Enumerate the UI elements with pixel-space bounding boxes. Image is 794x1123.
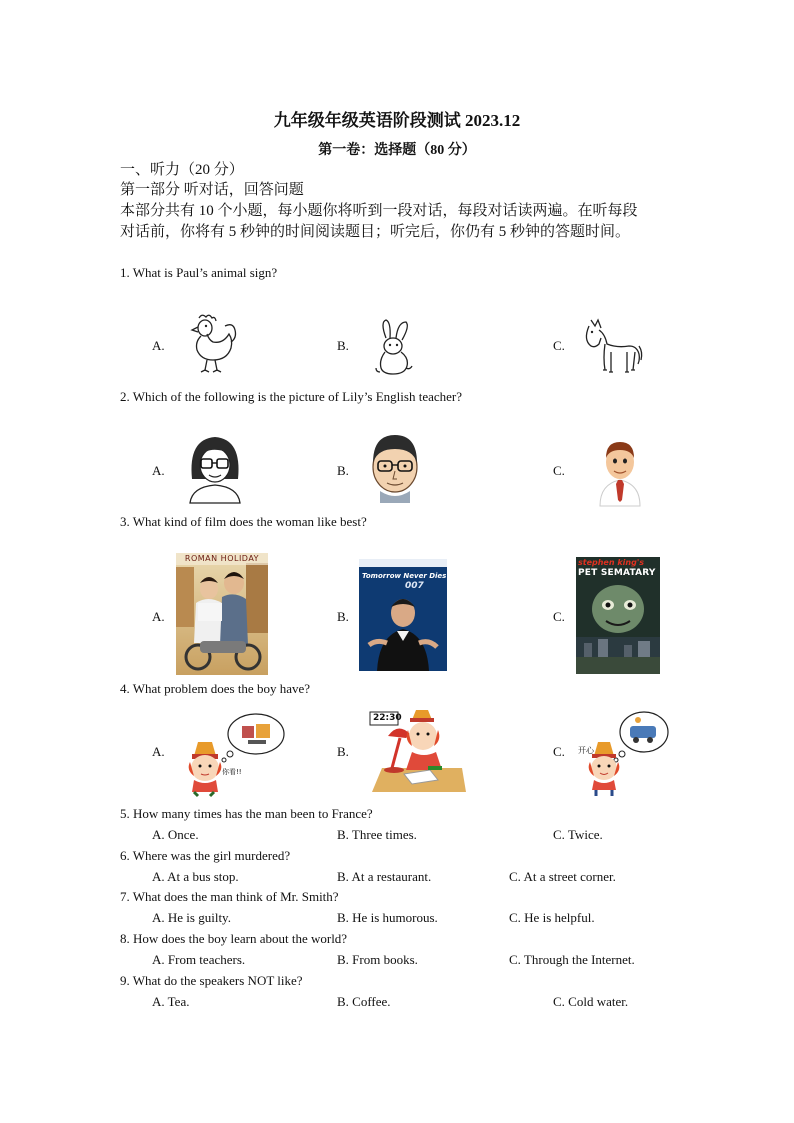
option-label[interactable]: B. <box>337 609 349 624</box>
question-stem: 7. What does the man think of Mr. Smith? <box>120 889 339 904</box>
man-tie-picture <box>596 440 644 506</box>
option-b[interactable]: B. Three times. <box>337 827 417 842</box>
rabbit-picture <box>372 318 416 378</box>
option-label[interactable]: B. <box>337 463 349 478</box>
section-heading: 一、听力（20 分） <box>120 162 244 178</box>
option-b[interactable]: B. Coffee. <box>337 994 391 1009</box>
option-a[interactable]: A. He is guilty. <box>152 910 231 925</box>
option-label[interactable]: C. <box>553 463 565 478</box>
option-label[interactable]: A. <box>152 609 165 624</box>
question-stem: 2. Which of the following is the picture of Lily’s English teacher? <box>120 389 463 404</box>
picture-caption: 你看!! <box>222 768 242 776</box>
option-label[interactable]: B. <box>337 744 349 759</box>
option-label[interactable]: B. <box>337 338 349 353</box>
rooster-picture <box>185 312 240 378</box>
question-stem: 9. What do the speakers NOT like? <box>120 973 303 988</box>
question-stem: 1. What is Paul’s animal sign? <box>120 265 278 280</box>
picture-caption: 开心 <box>578 746 594 755</box>
poster-subtitle: 007 <box>405 581 424 591</box>
question-stem: 3. What kind of film does the woman like best? <box>120 514 367 529</box>
instructions-line-1: 本部分共有 10 个小题，每小题你将听到一段对话，每段对话读两遍。在听每段 <box>120 203 638 219</box>
poster-title: Tomorrow Never Dies <box>362 572 447 580</box>
tomorrow-never-dies-poster <box>359 559 447 671</box>
pet-sematary-poster <box>576 557 660 674</box>
poster-title: ROMAN HOLIDAY <box>184 554 260 563</box>
option-b[interactable]: B. He is humorous. <box>337 910 438 925</box>
instructions-line-2: 对话前，你将有 5 秒钟的时间阅读题目；听完后，你仍有 5 秒钟的答题时间。 <box>120 224 631 240</box>
question-stem: 6. Where was the girl murdered? <box>120 848 291 863</box>
page-subtitle: 第一卷：选择题（80 分） <box>318 143 476 158</box>
option-c[interactable]: C. He is helpful. <box>509 910 595 925</box>
boy-dreaming-picture <box>588 706 670 796</box>
part-heading: 第一部分 听对话，回答问题 <box>120 182 304 198</box>
option-a[interactable]: A. At a bus stop. <box>152 869 239 884</box>
question-stem: 8. How does the boy learn about the world? <box>120 931 348 946</box>
question-stem: 4. What problem does the boy have? <box>120 681 311 696</box>
option-label[interactable]: A. <box>152 338 165 353</box>
option-b[interactable]: B. From books. <box>337 952 418 967</box>
woman-glasses-picture <box>186 435 244 503</box>
option-label[interactable]: C. <box>553 338 565 353</box>
option-label[interactable]: A. <box>152 744 165 759</box>
option-c[interactable]: C. At a street corner. <box>509 869 616 884</box>
option-a[interactable]: A. From teachers. <box>152 952 246 967</box>
man-glasses-picture <box>366 433 424 503</box>
option-a[interactable]: A. Once. <box>152 827 199 842</box>
poster-author: stephen king's <box>578 558 645 567</box>
option-a[interactable]: A. Tea. <box>152 994 190 1009</box>
poster-title: PET SEMATARY <box>578 568 656 578</box>
page-title: 九年级年级英语阶段测试 2023.12 <box>273 111 521 130</box>
option-c[interactable]: C. Cold water. <box>553 994 629 1009</box>
option-c[interactable]: C. Through the Internet. <box>509 952 635 967</box>
boy-thinking-picture <box>180 708 290 796</box>
clock-text: 22:30 <box>373 713 402 723</box>
option-label[interactable]: C. <box>553 744 565 759</box>
option-label[interactable]: C. <box>553 609 565 624</box>
roman-holiday-poster <box>176 553 268 675</box>
option-c[interactable]: C. Twice. <box>553 827 603 842</box>
option-b[interactable]: B. At a restaurant. <box>337 869 432 884</box>
question-stem: 5. How many times has the man been to France? <box>120 806 373 821</box>
horse-picture <box>583 316 643 378</box>
option-label[interactable]: A. <box>152 463 165 478</box>
